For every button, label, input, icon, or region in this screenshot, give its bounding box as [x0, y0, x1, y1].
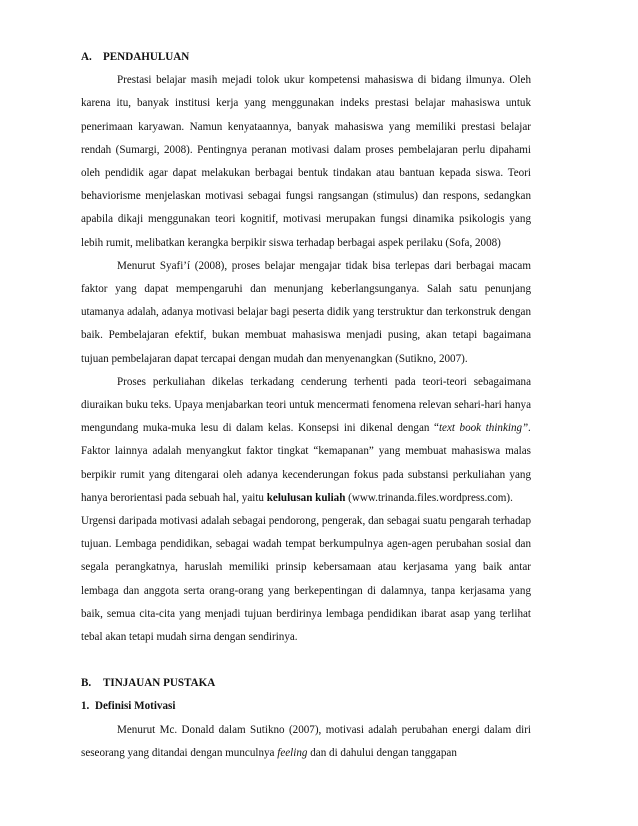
section-spacer [81, 649, 531, 672]
section-a-paragraph-2: Menurut Syafi’í (2008), proses belajar mengajar tidak bisa terlepas dari berbagai macam faktor yang dapat mempengaruhi dan menunjang keberlangsunganya. Salah satu penunjang utamanya adalah, adanya motivasi belajar bagi peserta didik yang terstruktur dan terkonstruk dengan baik. Pembelajaran efektif, bukan membuat mahasiswa menjadi pusing, akan tetapi bagaimana tujuan pembelajaran dapat tercapai dengan mudah dan menyenangkan (Sutikno, 2007). [81, 259, 531, 365]
section-b-title: TINJAUAN PUSTAKA [103, 677, 216, 690]
subsection-1-heading [81, 695, 531, 718]
section-a-heading [81, 46, 531, 69]
paragraph-3-text-c: (www.trinanda.files.wordpress.com). [345, 491, 513, 504]
subsection-1-number: 1. [81, 700, 90, 713]
section-a-paragraph-1: Prestasi belajar masih mejadi tolok ukur kompetensi mahasiswa di bidang ilmunya. Oleh karena itu, banyak institusi kerja yang menggunakan indeks prestasi belajar mahasiswa untuk penerimaan karyawan. Namun kenyataannya, banyak mahasiswa yang memiliki prestasi belajar rendah (Sumargi, 2008). Pentingnya peranan motivasi dalam proses pembelajaran perlu dipahami oleh pendidik agar dapat melakukan berbagai bentuk tindakan atau bantuan kepada siswa. Teori behaviorisme menjelaskan motivasi sebagai fungsi rangsangan (stimulus) dan respons, sedangkan apabila dikaji menggunakan teori kognitif, motivasi merupakan fungsi dinamika psikologis yang lebih rumit, melibatkan kerangka berpikir siswa terhadap berbagai aspek perilaku (Sofa, 2008) [81, 74, 531, 249]
paragraph-3-italic-term: text book thinking”. [438, 422, 531, 435]
paragraph-3-bold-term: kelulusan kuliah [266, 491, 346, 504]
section-b-heading [81, 672, 531, 695]
section-a-paragraph-4: Urgensi daripada motivasi adalah sebagai pendorong, pengerak, dan sebagai suatu pengarah terhadap tujuan. Lembaga pendidikan, sebagai wadah tempat berkumpulnya agen-agen perubahan sosial dan segala perangkatnya, haruslah memiliki prinsip kebersamaan atau kerjasama yang baik antar lembaga dan anggota serta orang-orang yang berkepentingan di dalamnya, tanpa kerjasama yang baik, semua cita-cita yang menjadi tujuan berdirinya lembaga pendidikan ibarat asap yang terlihat tebal akan tetapi mudah sirna dengan sendirinya. [81, 515, 531, 644]
section-b-paragraph-1-text-b: dan di dahului dengan tanggapan [307, 746, 457, 759]
section-b-italic-term: feeling [277, 746, 308, 759]
section-b-paragraph-1 [81, 719, 531, 765]
subsection-1-title: Definisi Motivasi [95, 700, 176, 713]
section-a-paragraph-3 [81, 371, 531, 510]
section-b-paragraph-1-text-a: Menurut Mc. Donald dalam Sutikno (2007), motivasi adalah perubahan energi dalam diri seseorang yang ditandai dengan munculnya [81, 723, 531, 759]
section-b-number: B. [81, 677, 92, 690]
paragraph-3-text-a: Proses perkuliahan dikelas terkadang cenderung terhenti pada teori-teori sebagaimana diuraikan buku teks. Upaya menjabarkan teori untuk mencermati fenomena relevan sehari-hari hanya mengundang muka-muka lesu di dalam kelas. Konsepsi ini dikenal dengan “ [81, 375, 531, 435]
section-a-title: PENDAHULUAN [103, 51, 190, 63]
paragraph-3-text-b: Faktor lainnya adalah menyangkut faktor tingkat “kemapanan” yang membuat mahasiswa malas berpikir rumit yang ditengarai oleh adanya kecenderungan fokus pada substansi perkuliahan yang hanya berorientasi pada sebuah hal, yaitu [81, 445, 531, 504]
section-a-number: A. [81, 51, 92, 63]
document-body [81, 46, 531, 765]
